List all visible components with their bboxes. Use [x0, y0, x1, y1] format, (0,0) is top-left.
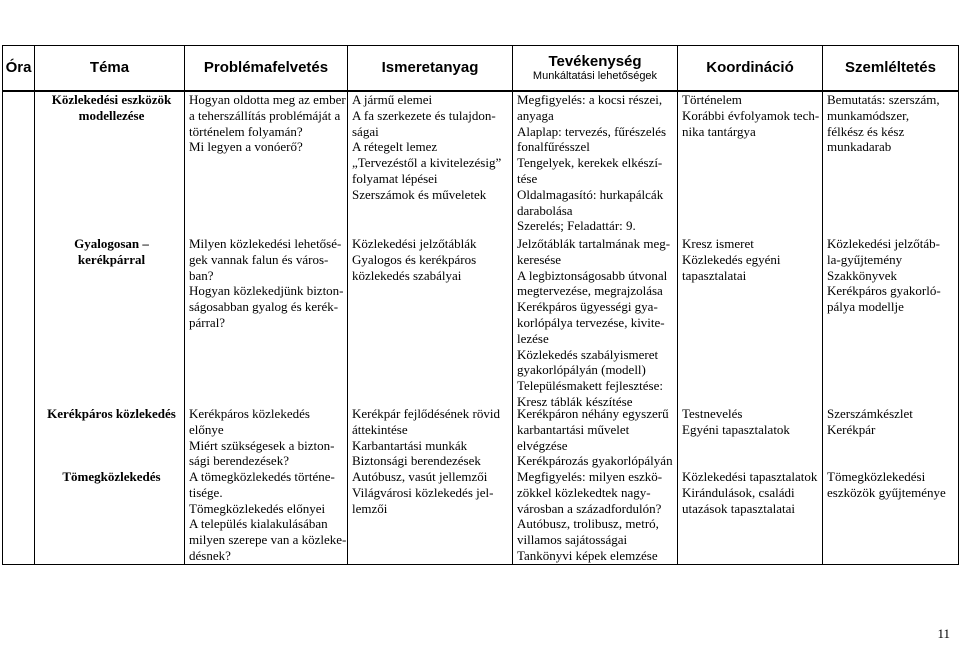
szemleltetes-column	[823, 91, 959, 564]
header-tema: Téma	[35, 46, 185, 92]
header-koordinacio: Koordináció	[678, 46, 823, 92]
problem-bicycle-traffic: Kerékpáros közlekedés előnye Miért szükségesek a bizton- sági berendezések?	[189, 406, 335, 469]
illustration-public-transport: Tömegközlekedési eszközök gyűjteménye	[827, 469, 946, 500]
table-body-row	[3, 91, 959, 564]
header-tevekenyseg-subtitle: Munkáltatási lehetőségek	[532, 69, 658, 82]
ismeretanyag-column	[348, 91, 513, 564]
header-szemleltetes: Szemléltetés	[823, 46, 959, 92]
topic-vehicle-models: Közlekedési eszközök modellezése	[51, 92, 172, 123]
coordination-bicycle-traffic: Testnevelés Egyéni tapasztalatok	[682, 406, 790, 437]
problem-vehicle-models: Hogyan oldotta meg az ember a teherszállítás problémáját a történelem folyamán? Mi legyen a vonóerő?	[189, 92, 346, 155]
topic-bicycle-traffic: Kerékpáros közlekedés	[47, 406, 176, 421]
topic-pedestrian-cycling: Gyalogosan – kerékpárral	[74, 236, 149, 267]
koordinacio-column	[678, 91, 823, 564]
problem-pedestrian-cycling: Milyen közlekedési lehetősé- gek vannak falun és város- ban? Hogyan közlekedjünk bizton- ságosabban gyalog és kerék- párral?	[189, 236, 344, 330]
knowledge-bicycle-traffic: Kerékpár fejlődésének rövid áttekintése Karbantartási munkák Biztonsági berendezések	[352, 406, 500, 469]
header-tevekenyseg	[513, 46, 678, 92]
knowledge-vehicle-models: A jármű elemei A fa szerkezete és tulajdon- ságai A rétegelt lemez „Tervezéstől a kivitelezésig” folyamat lépései Szerszámok és műveletek	[352, 92, 502, 202]
activity-bicycle-traffic: Kerékpáron néhány egyszerű karbantartási művelet elvégzése Kerékpározás gyakorlópályán	[517, 406, 673, 469]
illustration-pedestrian-cycling: Közlekedési jelzőtáb- la-gyűjtemény Szakkönyvek Kerékpáros gyakorló- pálya modellje	[827, 236, 941, 315]
tema-column	[35, 91, 185, 564]
page-number: 11	[937, 626, 950, 641]
illustration-vehicle-models: Bemutatás: szerszám, munkamódszer, félkész és kész munkadarab	[827, 92, 940, 155]
coordination-pedestrian-cycling: Kresz ismeret Közlekedés egyéni tapasztalatai	[682, 236, 781, 283]
tevekenyseg-column	[513, 91, 678, 564]
ora-column-cell	[3, 91, 35, 564]
activity-pedestrian-cycling: Jelzőtáblák tartalmának meg- keresése A legbiztonságosabb útvonal megtervezése, megrajzolása Kerékpáros ügyességi gya- korlópálya tervezése, kivite- lezése Közlekedés szabályismeret gyakorlópályán (modell) Településmakett fejlesztése: Kresz táblák készítése	[517, 236, 671, 409]
coordination-vehicle-models: Történelem Korábbi évfolyamok tech- nika tantárgya	[682, 92, 820, 139]
topic-public-transport: Tömegközlekedés	[62, 469, 161, 484]
header-row	[3, 46, 959, 92]
knowledge-public-transport: Autóbusz, vasút jellemzői Világvárosi közlekedés jel- lemzői	[352, 469, 494, 516]
header-ismeretanyag: Ismeretanyag	[348, 46, 513, 92]
coordination-public-transport: Közlekedési tapasztalatok Kirándulások, családi utazások tapasztalatai	[682, 469, 818, 516]
illustration-bicycle-traffic: Szerszámkészlet Kerékpár	[827, 406, 913, 437]
curriculum-table	[2, 45, 959, 565]
header-tevekenyseg-title: Tevékenység	[548, 53, 642, 71]
header-ora: Óra	[3, 46, 35, 92]
knowledge-pedestrian-cycling: Közlekedési jelzőtáblák Gyalogos és kerékpáros közlekedés szabályai	[352, 236, 477, 283]
problem-public-transport: A tömegközlekedés történe- tisége. Tömegközlekedés előnyei A település kialakulásában milyen szerepe van a közleke- désnek?	[189, 469, 347, 563]
activity-vehicle-models: Megfigyelés: a kocsi részei, anyaga Alaplap: tervezés, fűrészelés fonalfűrésszel Tengelyek, kerekek elkészí- tése Oldalmagasító: hurkapálcák darabolása Szerelés; Feladattár: 9.	[517, 92, 667, 234]
header-problemafelvetes: Problémafelvetés	[185, 46, 348, 92]
problemafelvetes-column	[185, 91, 348, 564]
activity-public-transport: Megfigyelés: milyen eszkö- zökkel közlekedtek nagy- városban a századfordulón? Autóbusz, trolibusz, metró, villamos sajátosságai Tankönyvi képek elemzése	[517, 469, 663, 563]
